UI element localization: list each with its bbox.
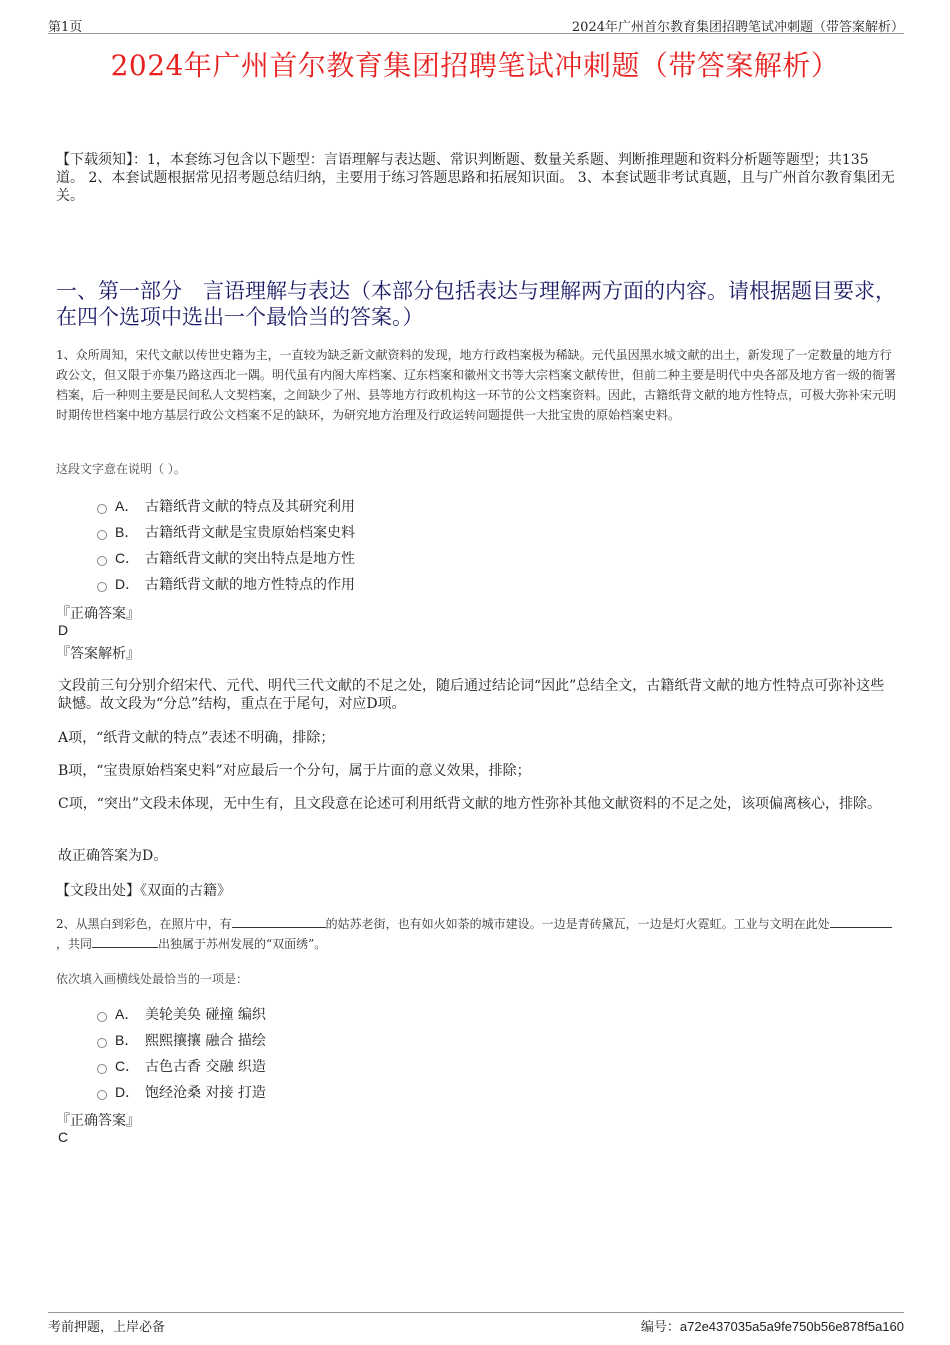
q1-answer: D bbox=[58, 622, 69, 638]
question-2-ask: 依次填入画横线处最恰当的一项是： bbox=[56, 972, 249, 986]
radio-icon[interactable] bbox=[97, 1012, 107, 1022]
q2-option-b[interactable]: B． 熙熙攘攘 融合 描绘 bbox=[97, 1030, 266, 1050]
question-1-stem: 1、众所周知，宋代文献以传世史籍为主，一直较为缺乏新文献资料的发现，地方行政档案极为稀缺。元代虽因黑水城文献的出土，新发现了一定数量的地方行政公文，但又限于亦集乃路这西北一隅。明代虽有内阁大库档案、辽东档案和徽州文书等大宗档案文献传世，但前二种主要是明代中央各部及地方省一级的衙署档案，后一种则主要是民间私人文契档案，之间缺少了州、县等地方行政机构这一环节的公文档案资料。因此，古籍纸背文献的地方性特点，可极大弥补宋元明时期传世档案中地方基层行政公文档案不足的缺环，为研究地方治理及行政运转问题提供一大批宝贵的原始档案史料。 bbox=[56, 348, 897, 422]
q1-source: 【文段出处】《双面的古籍》 bbox=[56, 883, 231, 899]
q1-option-b[interactable]: B． 古籍纸背文献是宝贵原始档案史料 bbox=[97, 522, 355, 542]
q1-analysis-2: A项，“纸背文献的特点”表述不明确，排除； bbox=[58, 730, 335, 746]
q1-option-a[interactable]: A． 古籍纸背文献的特点及其研究利用 bbox=[97, 496, 355, 516]
document-title: 2024年广州首尔教育集团招聘笔试冲刺题（带答案解析） bbox=[110, 49, 840, 82]
blank-1 bbox=[232, 916, 326, 928]
blank-3 bbox=[92, 936, 158, 948]
radio-icon[interactable] bbox=[97, 530, 107, 540]
radio-icon[interactable] bbox=[97, 1064, 107, 1074]
radio-icon[interactable] bbox=[97, 556, 107, 566]
radio-icon[interactable] bbox=[97, 504, 107, 514]
q1-analysis-label: 『答案解析』 bbox=[56, 646, 140, 662]
blank-2 bbox=[830, 916, 892, 928]
q1-option-d[interactable]: D． 古籍纸背文献的地方性特点的作用 bbox=[97, 574, 355, 594]
question-2-stem: 2、从黑白到彩色，在照片中，有 的姑苏老街，也有如火如荼的城市建设。一边是青砖黛瓦，一边是灯火霓虹。工业与文明在此处，共同 出独属于苏州发展的“双面绣”。 bbox=[56, 914, 896, 954]
radio-icon[interactable] bbox=[97, 1090, 107, 1100]
q1-option-c[interactable]: C． 古籍纸背文献的突出特点是地方性 bbox=[97, 548, 355, 568]
q1-answer-label: 『正确答案』 bbox=[56, 606, 140, 622]
q1-analysis-5: 故正确答案为D。 bbox=[58, 848, 168, 864]
section-heading: 一、第一部分 言语理解与表达（本部分包括表达与理解两方面的内容。请根据题目要求，在四个选项中选出一个最恰当的答案。） bbox=[56, 279, 896, 329]
q1-analysis-1: 文段前三句分别介绍宋代、元代、明代三代文献的不足之处，随后通过结论词“因此”总结全文，古籍纸背文献的地方性特点可弥补这些缺憾。故文段为“分总”结构，重点在于尾句，对应D项。 bbox=[58, 678, 885, 712]
q2-option-a[interactable]: A． 美轮美奂 碰撞 编织 bbox=[97, 1004, 266, 1024]
download-notice: 【下载须知】：1，本套练习包含以下题型：言语理解与表达题、常识判断题、数量关系题、判断推理题和资料分析题等题型；共135道。 2、本套试题根据常见招考题总结归纳，主要用于练习答题思路和拓展知识面。 3、本套试题非考试真题，且与广州首尔教育集团无关。 bbox=[56, 152, 895, 204]
q1-analysis-3: B项，“宝贵原始档案史料”对应最后一个分句，属于片面的意义效果，排除； bbox=[58, 763, 531, 779]
page-number: 第1页 bbox=[48, 20, 83, 35]
footer-slogan: 考前押题，上岸必备 bbox=[48, 1320, 166, 1335]
q2-option-d[interactable]: D． 饱经沧桑 对接 打造 bbox=[97, 1082, 266, 1102]
radio-icon[interactable] bbox=[97, 1038, 107, 1048]
q2-answer: C bbox=[58, 1129, 69, 1145]
footer-code: 编号：a72e437035a5a9fe750b56e878f5a160 bbox=[640, 1319, 904, 1335]
q1-analysis-4: C项，“突出”文段未体现，无中生有，且文段意在论述可利用纸背文献的地方性弥补其他文献资料的不足之处，该项偏离核心，排除。 bbox=[58, 796, 882, 812]
page-header bbox=[48, 14, 904, 34]
q2-option-c[interactable]: C． 古色古香 交融 织造 bbox=[97, 1056, 266, 1076]
radio-icon[interactable] bbox=[97, 582, 107, 592]
header-doc-title: 2024年广州首尔教育集团招聘笔试冲刺题（带答案解析） bbox=[571, 20, 904, 35]
q2-answer-label: 『正确答案』 bbox=[56, 1113, 140, 1129]
question-1-ask: 这段文字意在说明（ ）。 bbox=[56, 462, 186, 476]
page-footer bbox=[48, 1312, 904, 1336]
